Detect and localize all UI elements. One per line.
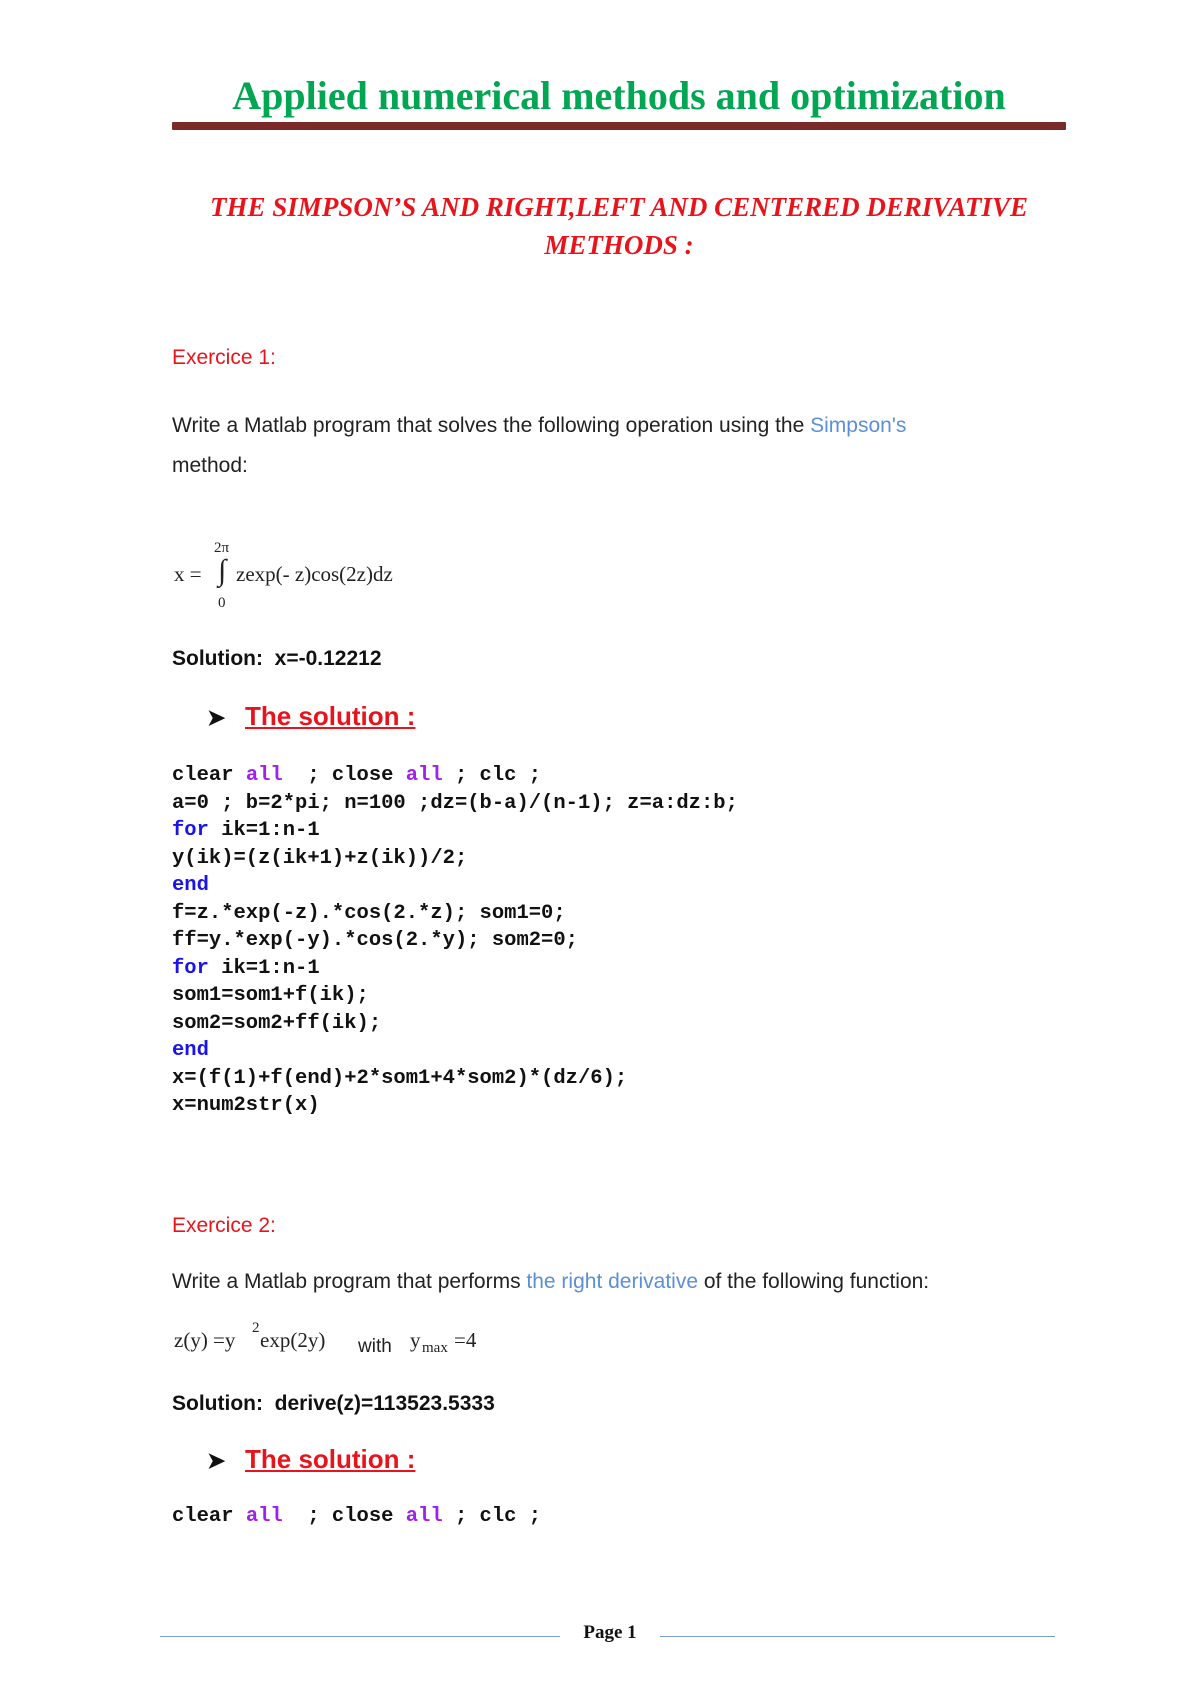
code-keyword: end: [172, 874, 209, 897]
code-text: f=z.*exp(-z).*cos(2.*z); som1=0;: [172, 901, 566, 925]
code-line: [172, 1037, 738, 1065]
code-text: ; close: [282, 1505, 406, 1528]
code-line: [172, 872, 738, 900]
function-rest: exp(2y): [260, 1328, 326, 1352]
integral-sign: ∫: [218, 554, 227, 587]
code-text: ff=y.*exp(-y).*cos(2.*y); som2=0;: [172, 929, 578, 952]
right-derivative-link: the right derivative: [526, 1270, 698, 1293]
code-text: ; clc ;: [442, 764, 542, 787]
function-lhs: z(y) =y: [174, 1328, 236, 1352]
code-keyword: end: [172, 1039, 209, 1062]
code-text: a=0 ; b=2*pi; n=100 ;dz=(b-a)/(n-1); z=a:dz:b;: [172, 791, 738, 815]
exercise-2-text-before: Write a Matlab program that performs: [172, 1270, 527, 1293]
solution-value: derive(z)=113523.5333: [274, 1392, 495, 1415]
function-formula: [174, 1320, 534, 1360]
code-text: ; close: [282, 764, 406, 787]
exercise-2-text: [172, 1262, 1072, 1302]
code-text: som2=som2+ff(ik);: [172, 1011, 382, 1035]
formula-lhs: x =: [174, 562, 202, 586]
code-keyword: all: [245, 764, 283, 787]
code-text: som1=som1+f(ik);: [172, 984, 369, 1007]
ymax-value: =4: [454, 1328, 477, 1352]
code-keyword: all: [405, 1505, 443, 1528]
integral-upper-limit: 2π: [214, 540, 230, 556]
solution-heading-label: The solution :: [245, 701, 416, 731]
code-text: y(ik)=(z(ik+1)+z(ik))/2;: [172, 846, 468, 870]
code-line: [172, 762, 738, 790]
exercise-1-solution: [172, 645, 382, 673]
code-line: [172, 790, 738, 818]
code-line: [172, 1010, 738, 1038]
exercise-1-text-before: Write a Matlab program that solves the following operation using the: [172, 414, 811, 437]
exercise-2-heading: Exercice 2:: [172, 1214, 276, 1237]
solution-label: Solution:: [172, 1392, 263, 1415]
exercise-2-solution: [172, 1390, 495, 1418]
exercise-1-heading: Exercice 1:: [172, 346, 276, 369]
integral-formula: [174, 540, 474, 620]
code-keyword: for: [172, 956, 209, 980]
code-line: [172, 1503, 541, 1531]
code-text: x=num2str(x): [172, 1094, 320, 1117]
document-title: Applied numerical methods and optimization: [232, 73, 1006, 118]
arrow-bullet-icon: ➤: [207, 705, 226, 730]
header-rule: [172, 122, 1066, 130]
arrow-bullet-icon: ➤: [207, 1448, 226, 1473]
integral-lower-limit: 0: [218, 595, 226, 611]
code-line: [172, 1092, 738, 1120]
code-line: [172, 1065, 738, 1093]
section-title: THE SIMPSON’S AND RIGHT,LEFT AND CENTERED DERIVATIVE METHODS :: [210, 192, 1028, 260]
code-line: [172, 845, 738, 873]
code-line: [172, 982, 738, 1010]
function-exponent: 2: [252, 1320, 260, 1336]
code-keyword: all: [405, 764, 443, 787]
exercise-1-solution-heading: [207, 700, 415, 734]
footer-rule-left: [160, 1636, 560, 1637]
code-text: clear: [172, 1505, 246, 1528]
code-text: ik=1:n-1: [208, 819, 320, 842]
code-line: [172, 927, 738, 955]
exercise-2-text-after: of the following function:: [698, 1270, 930, 1293]
page-number: Page 1: [583, 1622, 637, 1643]
with-word: with: [358, 1336, 392, 1357]
code-block-1: [172, 762, 738, 1120]
solution-heading-label: The solution :: [245, 1444, 416, 1474]
solution-value: x=-0.12212: [274, 647, 382, 670]
exercise-1-text-after: method:: [172, 454, 248, 477]
code-text: x=(f(1)+f(end)+2*som1+4*som2)*(dz/6);: [172, 1066, 628, 1090]
integrand: zexp(- z)cos(2z)dz: [236, 562, 393, 586]
solution-label: Solution:: [172, 647, 263, 670]
code-line: [172, 900, 738, 928]
code-block-2: [172, 1503, 541, 1531]
code-line: [172, 817, 738, 845]
code-keyword: all: [245, 1505, 283, 1528]
code-text: ik=1:n-1: [208, 956, 320, 980]
code-text: clear: [172, 764, 246, 787]
exercise-1-text: [172, 406, 1072, 486]
ymax-symbol: y: [410, 1328, 421, 1352]
exercise-2-solution-heading: [207, 1443, 415, 1477]
ymax-subscript: max: [422, 1340, 448, 1356]
code-keyword: for: [172, 819, 209, 842]
footer-rule-right: [660, 1636, 1055, 1637]
code-line: [172, 955, 738, 983]
code-text: ; clc ;: [442, 1505, 542, 1528]
simpson-link: Simpson's: [810, 414, 907, 437]
